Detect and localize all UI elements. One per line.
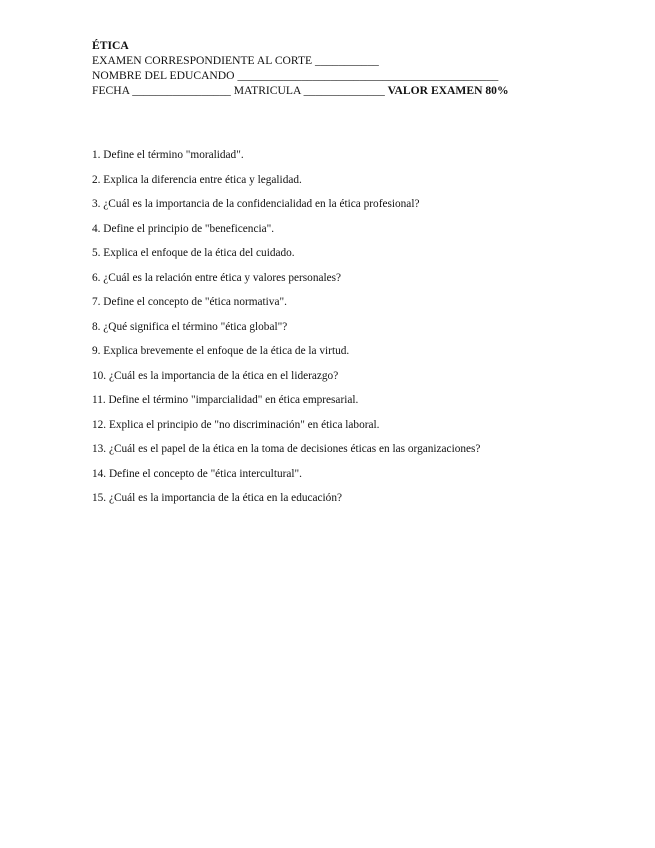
exam-header	[92, 38, 612, 98]
question-item: 5. Explica el enfoque de la ética del cuidado.	[92, 247, 295, 259]
date-id-line	[92, 83, 612, 98]
question-item: 11. Define el término "imparcialidad" en ética empresarial.	[92, 394, 359, 406]
question-item: 2. Explica la diferencia entre ética y legalidad.	[92, 173, 302, 186]
question-item: 3. ¿Cuál es la importancia de la confidencialidad en la ética profesional?	[92, 198, 420, 210]
question-item: 4. Define el principio de "beneficencia".	[92, 222, 275, 235]
question-item: 10. ¿Cuál es la importancia de la ética en el liderazgo?	[92, 369, 339, 382]
question-item: 13. ¿Cuál es el papel de la ética en la toma de decisiones éticas en las organizaciones?	[92, 443, 481, 455]
question-item: 8. ¿Qué significa el término "ética global"?	[92, 320, 288, 333]
exam-cutoff-line: EXAMEN CORRESPONDIENTE AL CORTE ___________	[92, 54, 379, 67]
exam-value: VALOR EXAMEN 80%	[387, 84, 509, 97]
question-item: 9. Explica brevemente el enfoque de la ética de la virtud.	[92, 345, 350, 357]
subject-title: ÉTICA	[92, 39, 129, 52]
student-name-line: NOMBRE DEL EDUCANDO _____________________________________________	[92, 69, 499, 82]
question-item: 1. Define el término "moralidad".	[92, 149, 244, 161]
question-item: 12. Explica el principio de "no discriminación" en ética laboral.	[92, 418, 380, 431]
date-matricula-text: FECHA _________________ MATRICULA ______________	[92, 84, 385, 97]
question-item: 15. ¿Cuál es la importancia de la ética en la educación?	[92, 492, 342, 504]
question-item: 14. Define el concepto de "ética intercultural".	[92, 467, 302, 480]
question-item: 7. Define el concepto de "ética normativa".	[92, 296, 287, 308]
question-list	[92, 148, 612, 516]
question-item: 6. ¿Cuál es la relación entre ética y valores personales?	[92, 271, 342, 284]
